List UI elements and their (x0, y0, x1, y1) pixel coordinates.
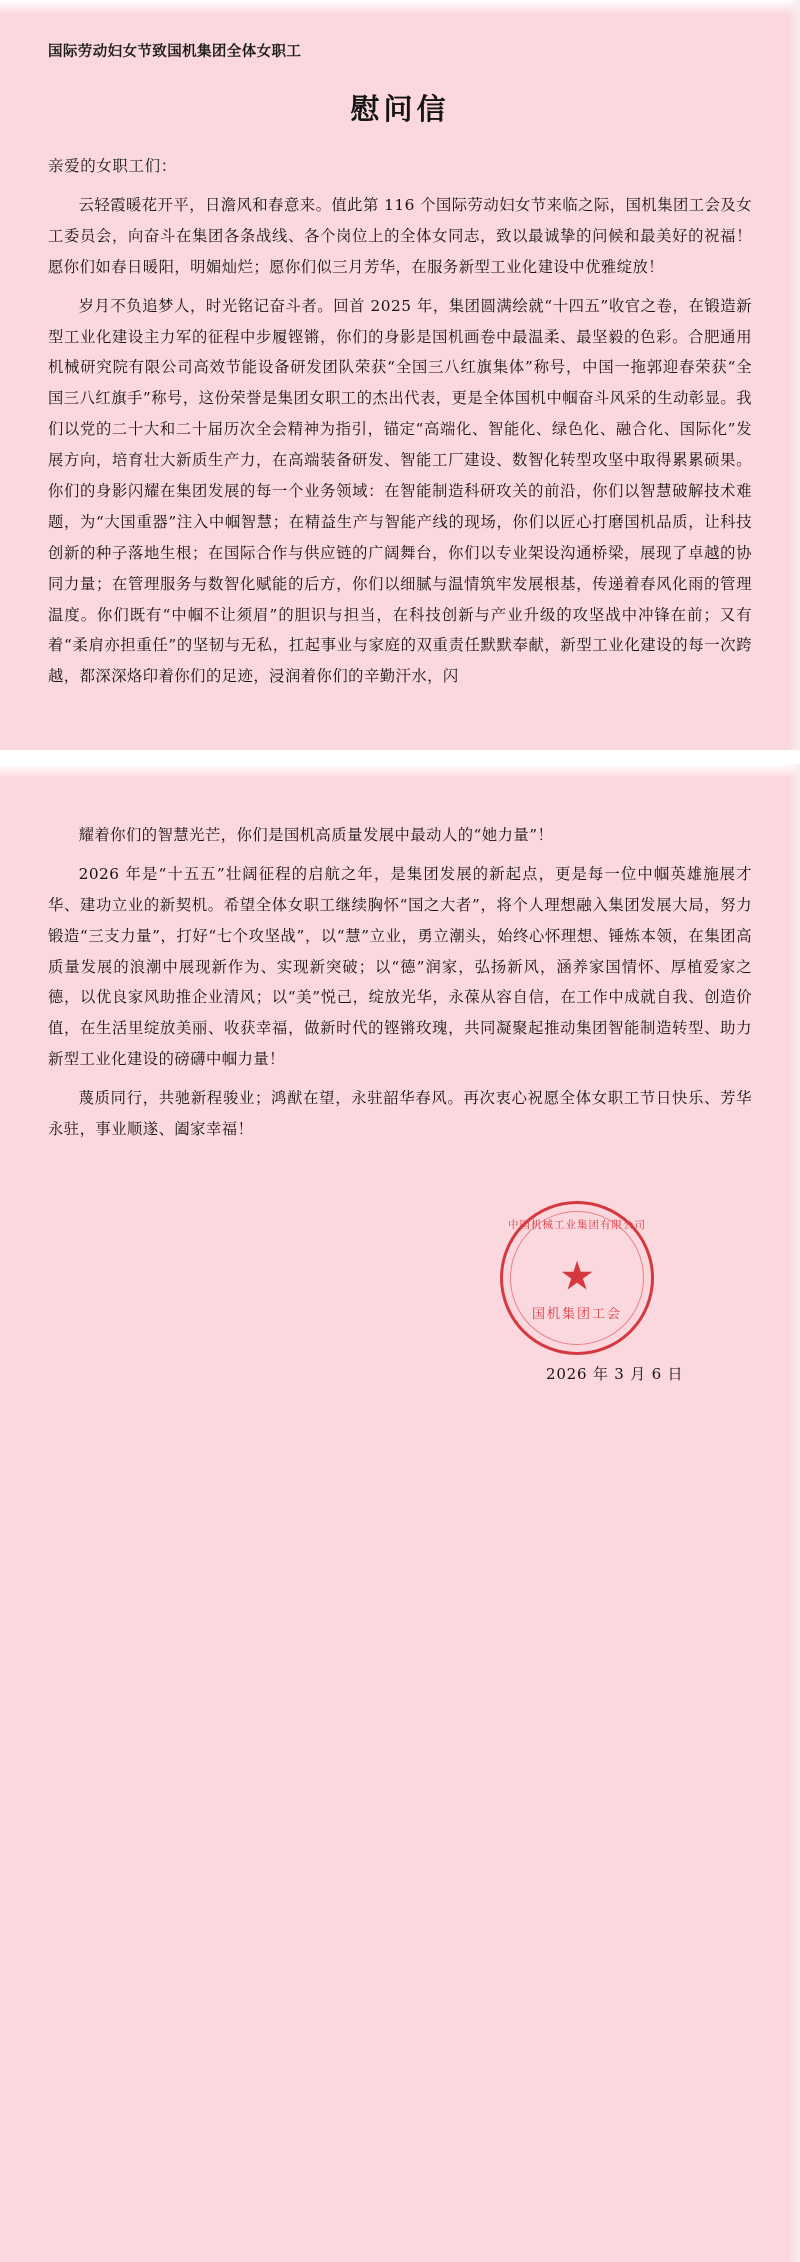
seal-union-text: 国机集团工会 (531, 1306, 622, 1322)
seal-organization-text: 中国机械工业集团有限公司 (508, 1218, 646, 1231)
paragraph: 岁月不负追梦人，时光铭记奋斗者。回首 2025 年，集团圆满绘就“十四五”收官之卷，在锻造新型工业化建设主力军的征程中步履铿锵，你们的身影是国机画卷中最温柔、最坚毅的色彩。合肥通用机械研究院有限公司高效节能设备研发团队荣获“全国三八红旗集体”称号，中国一拖郭迎春荣获“全国三八红旗手”称号，这份荣誉是集团女职工的杰出代表，更是全体国机中帼奋斗风采的生动彰显。我们以党的二十大和二十届历次全会精神为指引，锚定“高端化、智能化、绿色化、融合化、国际化”发展方向，培育壮大新质生产力，在高端装备研发、智能工厂建设、数智化转型攻坚中取得累累硕果。你们的身影闪耀在集团发展的每一个业务领域：在智能制造科研攻关的前沿，你们以智慧破解技术难题，为“大国重器”注入中帼智慧；在精益生产与智能产线的现场，你们以匠心打磨国机品质，让科技创新的种子落地生根；在国际合作与供应链的广阔舞台，你们以专业架设沟通桥梁，展现了卓越的协同力量；在管理服务与数智化赋能的后方，你们以细腻与温情筑牢发展根基，传递着春风化雨的管理温度。你们既有“中帼不让须眉”的胆识与担当，在科技创新与产业升级的攻坚战中冲锋在前；又有着“柔肩亦担重任”的坚韧与无私，扛起事业与家庭的双重责任默默奉献，新型工业化建设的每一次跨越，都深深烙印着你们的足迹，浸润着你们的辛勤汗水，闪 (48, 296, 752, 686)
signature-block (48, 1191, 752, 1421)
star-icon: ★ (559, 1253, 595, 1300)
signature-date: 2026 年 3 月 6 日 (546, 1364, 684, 1383)
document-header-line: 国际劳动妇女节致国机集团全体女职工 (48, 43, 302, 60)
paragraph: 耀着你们的智慧光芒，你们是国机高质量发展中最动人的“她力量”！ (78, 826, 554, 844)
letter-page-2 (0, 764, 800, 2262)
letter-page-1 (0, 0, 800, 750)
page-separator (0, 750, 800, 764)
paragraph: 2026 年是“十五五”壮阔征程的启航之年，是集团发展的新起点，更是每一位中帼英雄施展才华、建功立业的新契机。希望全体女职工继续胸怀“国之大者”，将个人理想融入集团发展大局，努力锻造“三支力量”，打好“七个攻坚战”，以“慧”立业，勇立潮头，始终心怀理想、锤炼本领，在集团高质量发展的浪潮中展现新作为、实现新突破；以“德”润家，弘扬新风，涵养家国情怀、厚植爱家之德，以优良家风助推企业清风；以“美”悦己，绽放光华，永葆从容自信，在工作中成就自我、创造价值，在生活里绽放美丽、收获幸福，做新时代的铿锵玫瑰，共同凝聚起推动集团智能制造转型、助力新型工业化建设的磅礴中帼力量！ (48, 864, 752, 1069)
official-seal-stamp (500, 1201, 654, 1355)
paragraph: 云轻霞暖花开平，日澹风和春意来。值此第 116 个国际劳动妇女节来临之际，国机集团工会及女工委员会，向奋斗在集团各条战线、各个岗位上的全体女同志，致以最诚挚的问候和最美好的祝福！愿你们如春日暖阳，明媚灿烂；愿你们似三月芳华，在服务新型工业化建设中优雅绽放！ (48, 196, 752, 276)
paragraph: 蔑质同行，共驰新程骏业；鸿猷在望，永驻韶华春风。再次衷心祝愿全体女职工节日快乐、芳华永驻，事业顺遂、阖家幸福！ (48, 1089, 752, 1139)
page-title: 慰问信 (350, 92, 450, 126)
salutation: 亲爱的女职工们： (48, 157, 177, 175)
